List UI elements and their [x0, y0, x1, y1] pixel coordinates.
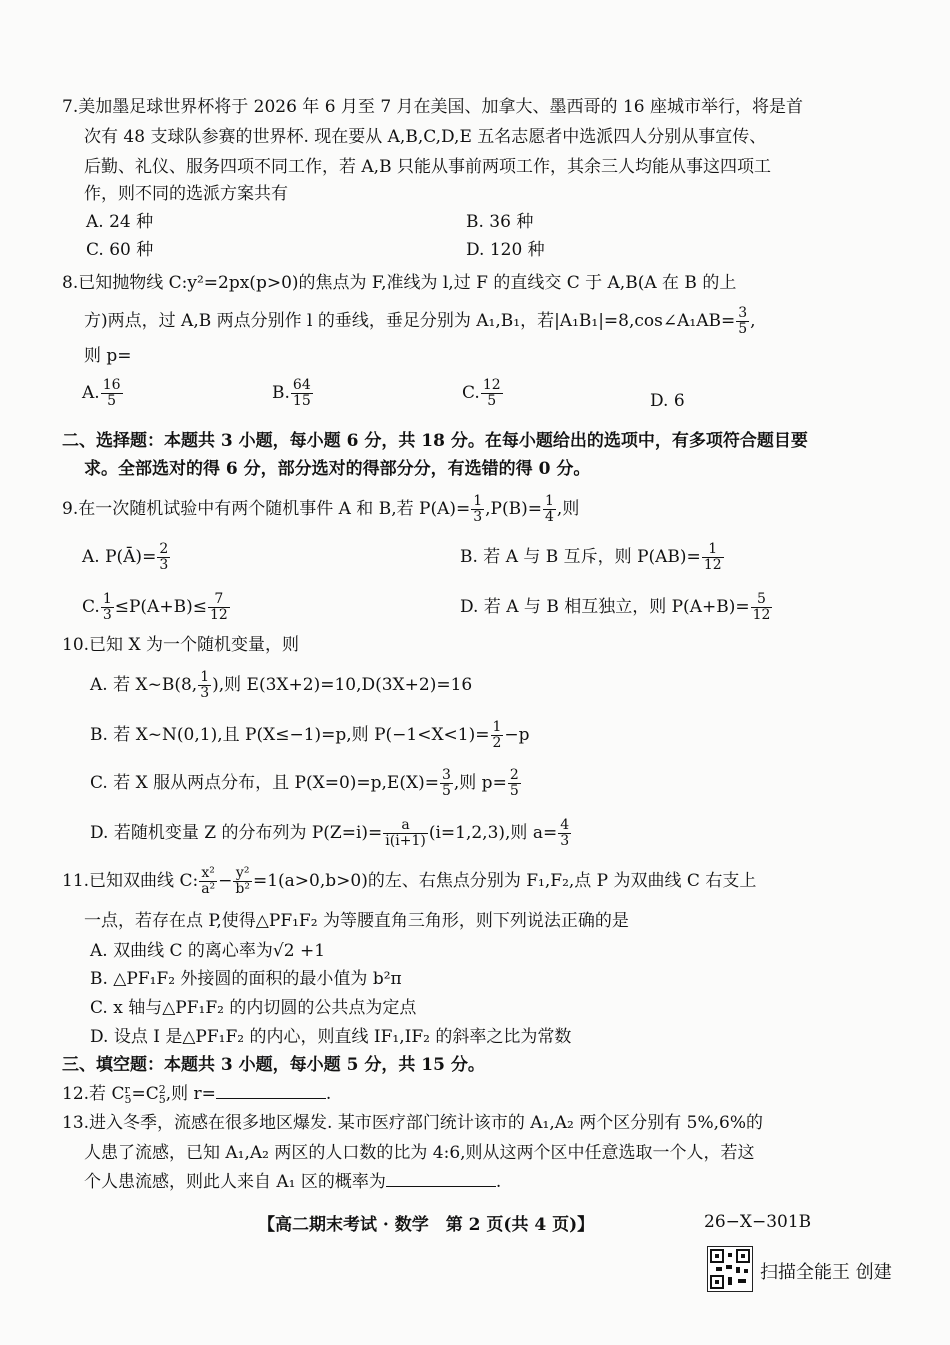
- option-text-end: ),则 E(3X+2)=10,D(3X+2)=16: [212, 675, 473, 695]
- option-fraction: [208, 592, 230, 623]
- option-fraction: [101, 592, 114, 623]
- option-label: C.: [82, 597, 100, 617]
- q7-option-d: D. 120 种: [466, 240, 545, 260]
- option-fraction: [491, 720, 504, 751]
- fraction-denominator: 3: [200, 685, 210, 701]
- option-fraction: [383, 818, 428, 849]
- q9-option-c: [82, 592, 231, 623]
- q9-pa-fraction: [471, 494, 484, 525]
- option-text: D. 若随机变量 Z 的分布列为 P(Z=i)=: [90, 823, 383, 843]
- fraction-denominator: 5: [487, 393, 497, 409]
- fraction-numerator: 4: [560, 817, 570, 833]
- q12-text-end: ,则 r=: [165, 1084, 216, 1104]
- q9-option-a: [82, 542, 171, 573]
- q9-stem-end: ,则: [556, 499, 580, 519]
- footer-exam-code: 26−X−301B: [704, 1212, 812, 1232]
- section2-header-line1: 二、选择题：本题共 3 小题，每小题 6 分，共 18 分。在每小题给出的选项中，有多项符合题目要: [62, 431, 808, 451]
- fraction-numerator: a: [383, 818, 428, 834]
- fraction-numerator: 1: [545, 493, 554, 509]
- qr-cell: [738, 1279, 746, 1283]
- q12-script2: [158, 1082, 166, 1106]
- qr-finder: [736, 1249, 750, 1263]
- fraction-numerator: 2: [509, 767, 519, 783]
- fraction-numerator: 16: [102, 377, 121, 393]
- fraction-denominator: 5: [509, 783, 519, 799]
- option-fraction: [440, 768, 453, 799]
- q8-line3: 则 p=: [84, 346, 132, 366]
- q12-stem: [62, 1082, 331, 1105]
- fraction-denominator: 15: [292, 393, 311, 409]
- q10-option-c: [90, 768, 522, 799]
- footer-page-info: 【高二期末考试 · 数学 第 2 页(共 4 页)】: [258, 1215, 595, 1235]
- fraction-numerator: 5: [751, 592, 773, 608]
- superscript: 2: [158, 1082, 166, 1096]
- fraction-denominator: i(i+1): [385, 833, 426, 849]
- option-text: A. P(Ā)=: [82, 547, 157, 567]
- option-text-mid: ,则 p=: [453, 773, 507, 793]
- q12-answer-blank[interactable]: [216, 1082, 326, 1099]
- option-text: C. 若 X 服从两点分布，且 P(X=0)=p,E(X)=: [90, 773, 439, 793]
- option-text-end: −p: [504, 725, 530, 745]
- option-label: C.: [462, 383, 480, 403]
- q13-line2: 人患了流感，已知 A₁,A₂ 两区的人口数的比为 4:6,则从这两个区中任意选取一个人，若这: [84, 1143, 755, 1163]
- q9-option-b: [460, 542, 725, 573]
- q11-option-a: A. 双曲线 C 的离心率为√2 +1: [90, 941, 326, 961]
- option-fraction: [198, 670, 211, 701]
- fraction-denominator: 12: [209, 607, 228, 623]
- fraction-denominator: 5: [441, 783, 451, 799]
- fraction-denominator: 5: [738, 321, 748, 337]
- fraction-numerator: 12: [482, 377, 501, 393]
- q11-option-b: B. △PF₁F₂ 外接圆的面积的最小值为 b²π: [90, 969, 402, 989]
- q8-line1: 8.已知抛物线 C:y²=2px(p>0)的焦点为 F,准线为 l,过 F 的直线交 C 于 A,B(A 在 B 的上: [62, 273, 737, 293]
- q7-line4: 作，则不同的选派方案共有: [84, 184, 288, 204]
- fraction-numerator: 1: [200, 669, 210, 685]
- q8-option-b: [272, 378, 314, 409]
- option-text: B. 若 A 与 B 互斥，则 P(AB)=: [460, 547, 701, 567]
- fraction-denominator: 3: [560, 833, 570, 849]
- qr-finder: [710, 1275, 724, 1289]
- q8-option-d: D. 6: [650, 391, 685, 411]
- q13-line1: 13.进入冬季，流感在很多地区爆发. 某市医疗部门统计该市的 A₁,A₂ 两个区分别有 5%,6%的: [62, 1113, 763, 1133]
- q7-line3: 后勤、礼仪、服务四项不同工作，若 A,B 只能从事前两项工作，其余三人均能从事这四项工: [84, 157, 771, 177]
- q13-line3-text: 个人患流感，则此人来自 A₁ 区的概率为: [84, 1172, 386, 1192]
- q11-stem-line1: [62, 866, 756, 897]
- q11-y-fraction: [233, 866, 252, 897]
- option-text: ≤P(A+B)≤: [114, 597, 207, 617]
- q8-option-c: [462, 378, 504, 409]
- fraction-numerator: 1: [492, 719, 502, 735]
- q9-stem: [62, 494, 579, 525]
- q9-pb-fraction: [543, 494, 556, 525]
- superscript: r: [124, 1082, 130, 1096]
- q11-stem-end: =1(a>0,b>0)的左、右焦点分别为 F₁,F₂,点 P 为双曲线 C 右支上: [252, 871, 757, 891]
- fraction-numerator: 3: [441, 767, 451, 783]
- qr-cell: [728, 1253, 732, 1257]
- fraction-denominator: 3: [102, 607, 112, 623]
- qr-finder: [710, 1249, 724, 1263]
- fraction-denominator: 4: [545, 509, 554, 525]
- fraction-denominator: 5: [107, 393, 117, 409]
- q13-line3: [84, 1170, 501, 1193]
- option-fraction: [157, 542, 170, 573]
- q7-line2: 次有 48 支球队参赛的世界杯. 现在要从 A,B,C,D,E 五名志愿者中选派四人分别从事宣传、: [84, 127, 767, 147]
- option-label: A.: [82, 383, 100, 403]
- q11-x-fraction: [199, 866, 217, 897]
- q7-option-a: A. 24 种: [86, 212, 154, 232]
- q12-period: .: [325, 1084, 332, 1104]
- fraction-numerator: 3: [738, 305, 748, 321]
- option-label: B.: [272, 383, 290, 403]
- q13-answer-blank[interactable]: [386, 1170, 496, 1187]
- q10-option-a: [90, 670, 472, 701]
- fraction-denominator: 3: [473, 509, 483, 525]
- scanner-watermark: 扫描全能王 创建: [760, 1262, 892, 1283]
- q7-line1: 7.美加墨足球世界杯将于 2026 年 6 月至 7 月在美国、加拿大、墨西哥的 16 座城市举行，将是首: [62, 97, 803, 117]
- qr-cell: [726, 1265, 732, 1269]
- option-text: A. 若 X~B(8,: [90, 675, 198, 695]
- q11-minus: −: [218, 871, 233, 891]
- q11-option-c: C. x 轴与△PF₁F₂ 的内切圆的公共点为定点: [90, 998, 417, 1018]
- q9-option-d: [460, 592, 773, 623]
- q13-period: .: [495, 1172, 502, 1192]
- fraction-numerator: y²: [233, 866, 252, 882]
- subscript: 5: [124, 1092, 132, 1106]
- qr-code-icon: [707, 1246, 753, 1292]
- q9-stem-text: 9.在一次随机试验中有两个随机事件 A 和 B,若 P(A)=: [62, 499, 471, 519]
- option-text: D. 若 A 与 B 相互独立，则 P(A+B)=: [460, 597, 750, 617]
- fraction-denominator: 3: [159, 557, 169, 573]
- q12-text-mid: =C: [131, 1084, 159, 1104]
- fraction-numerator: 1: [473, 493, 483, 509]
- option-fraction: [751, 592, 773, 623]
- q10-stem: 10.已知 X 为一个随机变量，则: [62, 635, 299, 655]
- option-fraction: [508, 768, 521, 799]
- fraction-denominator: a²: [201, 881, 216, 897]
- fraction-numerator: 2: [159, 541, 169, 557]
- option-fraction: [481, 378, 503, 409]
- section3-header: 三、填空题：本题共 3 小题，每小题 5 分，共 15 分。: [62, 1055, 485, 1075]
- q12-text: 12.若 C: [62, 1084, 125, 1104]
- qr-cell: [736, 1267, 740, 1273]
- q11-stem-text: 11.已知双曲线 C:: [62, 871, 199, 891]
- fraction-numerator: x²: [199, 866, 217, 882]
- option-fraction: [702, 542, 724, 573]
- option-fraction: [101, 378, 123, 409]
- qr-cell: [716, 1267, 722, 1271]
- q11-option-d: D. 设点 I 是△PF₁F₂ 的内心，则直线 IF₁,IF₂ 的斜率之比为常数: [90, 1027, 572, 1047]
- section2-header-line2: 求。全部选对的得 6 分，部分选对的得部分分，有选错的得 0 分。: [84, 459, 591, 479]
- q7-option-c: C. 60 种: [86, 240, 154, 260]
- fraction-numerator: 64: [292, 377, 311, 393]
- qr-cell: [744, 1269, 748, 1273]
- q11-stem-line2: 一点，若存在点 P,使得△PF₁F₂ 为等腰直角三角形，则下列说法正确的是: [84, 911, 629, 931]
- option-text-mid: (i=1,2,3),则 a=: [428, 823, 558, 843]
- fraction-denominator: 2: [492, 735, 502, 751]
- q8-line2-end: ,: [750, 311, 756, 331]
- fraction-denominator: 12: [752, 607, 771, 623]
- fraction-numerator: 1: [702, 542, 724, 558]
- option-text: B. 若 X~N(0,1),且 P(X≤−1)=p,则 P(−1<X<1)=: [90, 725, 490, 745]
- qr-cell: [728, 1277, 732, 1285]
- fraction-denominator: b²: [235, 881, 250, 897]
- q8-option-a: [82, 378, 124, 409]
- option-fraction: [291, 378, 313, 409]
- fraction-numerator: 1: [102, 591, 112, 607]
- option-fraction: [558, 818, 571, 849]
- q7-option-b: B. 36 种: [466, 212, 534, 232]
- q10-option-b: [90, 720, 530, 751]
- subscript: 5: [158, 1092, 166, 1106]
- fraction-numerator: 7: [208, 592, 230, 608]
- q10-option-d: [90, 818, 572, 849]
- q9-stem-mid: ,P(B)=: [485, 499, 542, 519]
- fraction-denominator: 12: [703, 557, 722, 573]
- q8-line2: [84, 306, 756, 337]
- q8-line2-text: 方)两点，过 A,B 两点分别作 l 的垂线，垂足分别为 A₁,B₁，若|A₁B₁|=8,cos∠A₁AB=: [84, 311, 736, 331]
- q8-cos-fraction: [736, 306, 749, 337]
